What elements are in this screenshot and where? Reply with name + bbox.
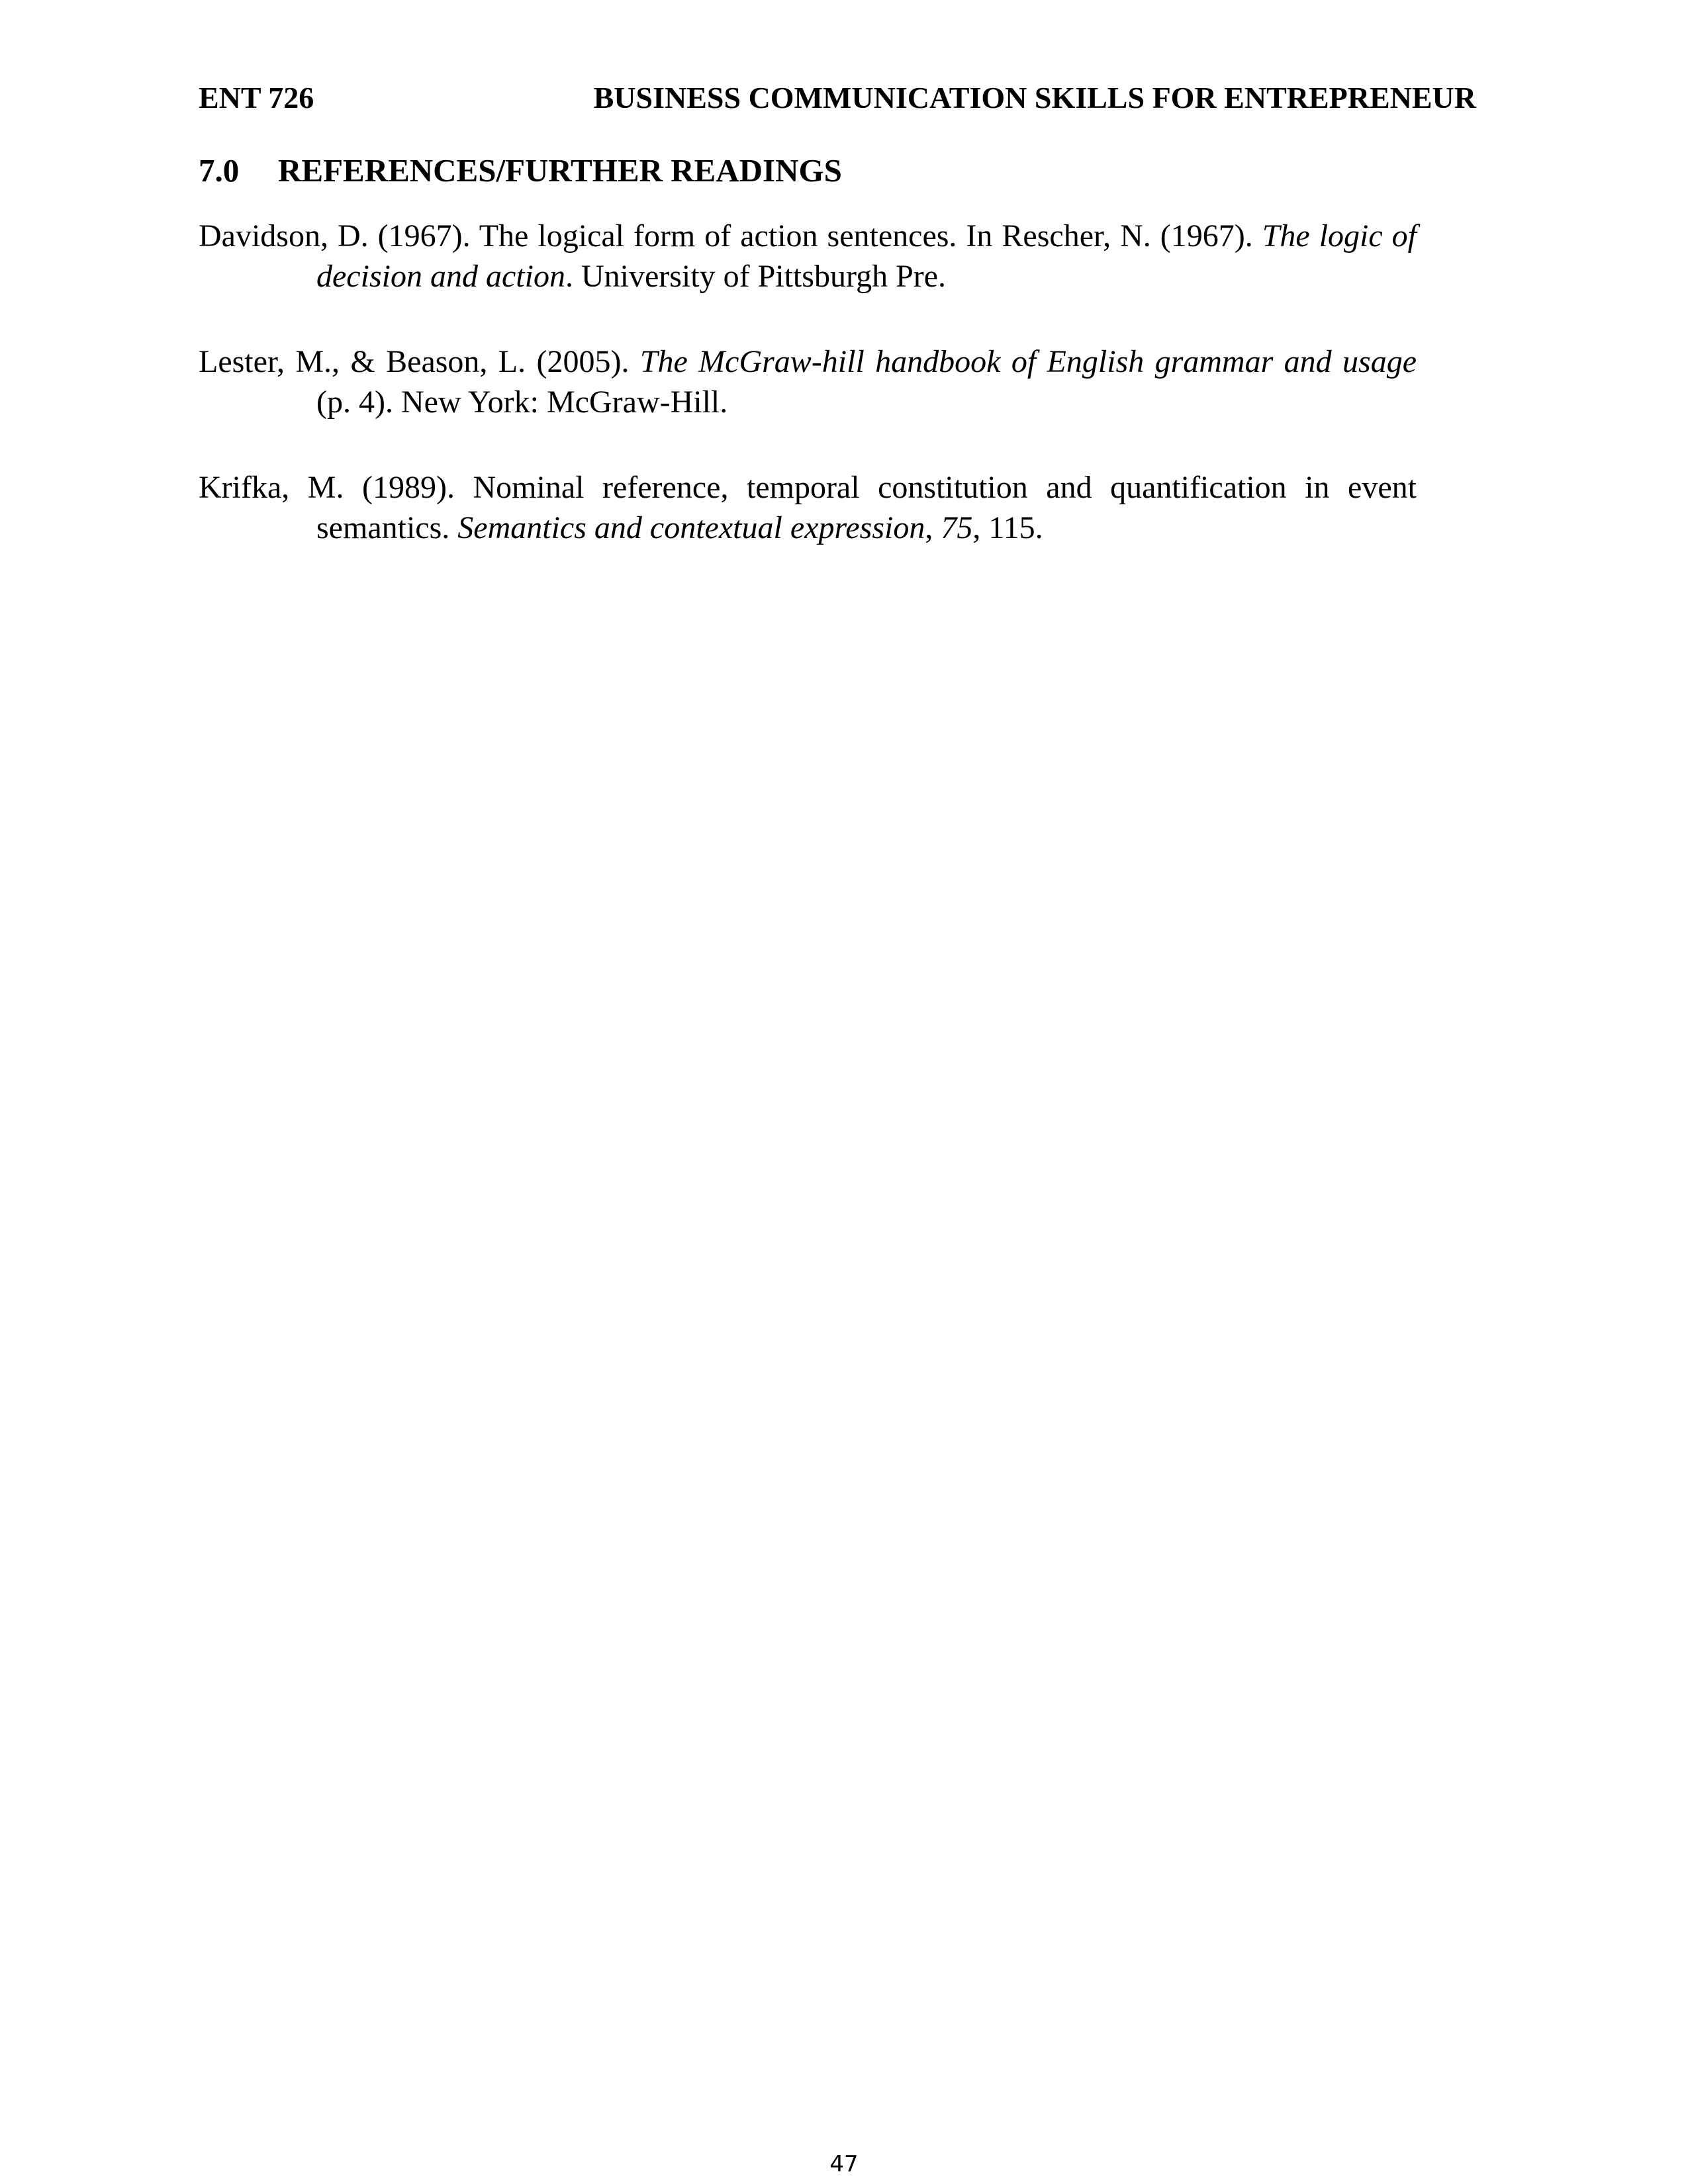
course-code: ENT 726: [199, 81, 314, 114]
reference-text: (p. 4). New York: McGraw-Hill.: [316, 385, 728, 420]
reference-entry: [199, 216, 1417, 296]
reference-italic-title: The logic of decision and action: [316, 218, 1417, 294]
reference-italic-title: Semantics and contextual expression: [457, 510, 925, 545]
reference-entry: [199, 341, 1417, 422]
reference-text: Davidson, D. (1967). The logical form of action sentences. In Rescher, N. (1967).: [199, 218, 1262, 253]
reference-list: [199, 216, 1417, 593]
reference-text: Krifka, M. (1989). Nominal reference, temporal constitution and quantification in event semantics.: [199, 470, 1417, 545]
running-header: [199, 78, 1476, 118]
section-number: 7.0: [199, 152, 240, 189]
page-number: 47: [829, 2151, 859, 2177]
reference-entry: [199, 467, 1417, 548]
section-heading: [199, 151, 842, 191]
reference-italic-title: The McGraw-hill handbook of English grammar and usage: [639, 344, 1417, 379]
reference-text: . University of Pittsburgh Pre.: [565, 259, 947, 294]
course-title: BUSINESS COMMUNICATION SKILLS FOR ENTREPRENEUR: [593, 81, 1476, 114]
reference-text: , 115.: [972, 510, 1043, 545]
reference-text: ,: [925, 510, 941, 545]
section-title: REFERENCES/FURTHER READINGS: [278, 152, 842, 189]
reference-italic-volume: 75: [941, 510, 973, 545]
reference-text: Lester, M., & Beason, L. (2005).: [199, 344, 640, 379]
